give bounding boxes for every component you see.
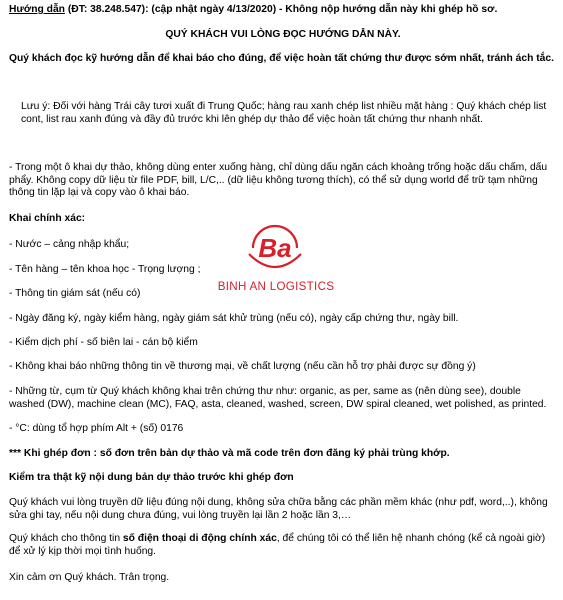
page-title: QUÝ KHÁCH VUI LÒNG ĐỌC HƯỚNG DẪN NÀY. [165, 29, 401, 40]
list-item: - Tên hàng – tên khoa học - Trọng lượng ; [9, 264, 201, 275]
list-item: - Nước – cảng nhập khẩu; [9, 239, 130, 250]
logo-name: BINH AN LOGISTICS [217, 280, 335, 293]
list-item: - Ngày đăng ký, ngày kiểm hàng, ngày giám sát khử trùng (nếu có), ngày cấp chứng thư, ngày bill. [9, 313, 459, 324]
list-item: - Không khai báo những thông tin về thương mại, về chất lượng (nếu cần hỗ trợ phải được sự đồng ý) [9, 361, 476, 372]
phone-text-after: , để chúng tôi có thể liên hệ nhanh chóng (kể cả ngoài giờ) để xử lý kịp thời mọi tình huống. [9, 533, 546, 557]
phone-text-before: Quý khách cho thông tin [9, 533, 123, 544]
list-item: - °C: dùng tổ hợp phím Alt + (số) 0176 [9, 423, 184, 434]
logo-mark: Ba [258, 233, 292, 263]
closing-text: Xin cảm ơn Quý khách. Trân trọng. [9, 572, 170, 583]
list-item: - Những từ, cụm từ Quý khách không khai trên chứng thư như: organic, as per, same as (nên dùng see), double washed (DW), machine clean (MC), FAQ, asta, cleaned, washed, screen, DW spiral cleaned, wet polished, as printed. [9, 386, 547, 410]
phone-text-bold: số điện thoại di động chính xác [122, 533, 277, 544]
section-heading-accuracy: Khai chính xác: [9, 213, 86, 224]
section-heading-review: Kiểm tra thật kỹ nội dung bản dự thảo trước khi ghép đơn [9, 472, 294, 483]
ba-logo-icon [239, 218, 311, 276]
header-label: Hướng dẫn [9, 4, 65, 15]
list-item: - Kiểm dịch phí - số biên lai - cán bộ kiểm [9, 337, 198, 348]
note-text: Lưu ý: Đối với hàng Trái cây tươi xuất đi Trung Quốc; hàng rau xanh chép list nhiều mặt hàng : Quý khách chép list cont, list rau xanh đúng và đầy đủ trước khi lên ghép dự thảo để việc hoàn tất chứng thư nhanh nhất. [21, 101, 547, 125]
company-logo [216, 218, 336, 296]
intro-text: Quý khách đọc kỹ hướng dẫn để khai báo cho đúng, để việc hoàn tất chứng thư được sớm nhất, tránh ách tắc. [9, 53, 554, 64]
header-line [9, 4, 557, 17]
list-item: - Thông tin giám sát (nếu có) [9, 288, 141, 299]
phone-paragraph [9, 533, 557, 558]
instruction-text: - Trong một ô khai dự thảo, không dùng enter xuống hàng, chỉ dùng dấu ngăn cách khoảng trống hoặc dấu chấm, dấu phẩy. Không copy dữ liệu từ file PDF, bill, L/C,.. (dữ liệu không tương thích), có thể sử dụng world để trữ tạm những thông tin lặp lại và copy vào ô khai báo. [9, 162, 548, 199]
header-text: (ĐT: 38.248.547): (cập nhật ngày 4/13/2020) - Không nộp hướng dẫn này khi ghép hồ sơ. [64, 4, 498, 15]
warning-text: *** Khi ghép đơn : số đơn trên bản dự thảo và mã code trên đơn đăng ký phải trùng khớp. [9, 448, 450, 459]
software-paragraph: Quý khách vui lòng truyền dữ liệu đúng nội dung, không sửa chữa bằng các phần mềm khác (như pdf, word,..), không sửa ghi tay, nếu nội dung chưa đúng, vui lòng truyền lại lần 2 hoặc lần 3,… [9, 497, 548, 521]
